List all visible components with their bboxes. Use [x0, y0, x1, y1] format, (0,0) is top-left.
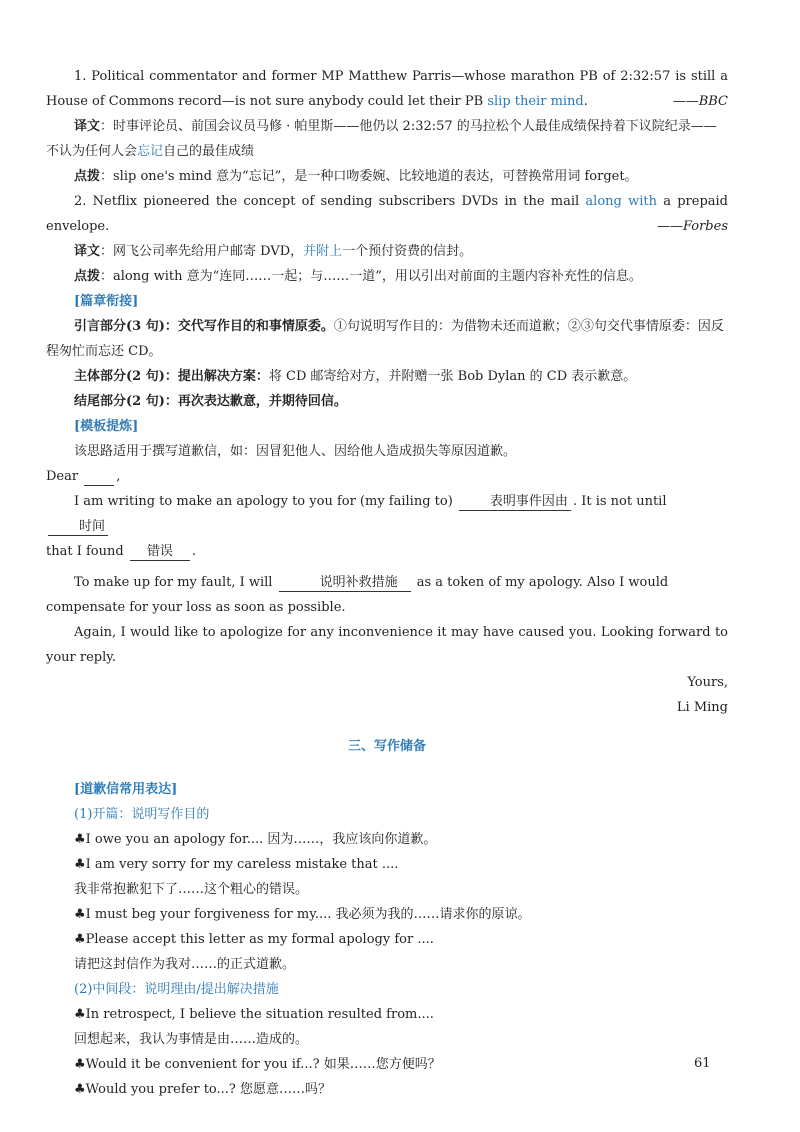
structure-tag: [篇章衔接] — [74, 294, 139, 309]
item-text: I am very sorry for my careless mistake that .... — [85, 857, 399, 872]
blank-remedy: 说明补救措施 — [279, 575, 411, 592]
ex1-line1 — [46, 64, 728, 89]
template-desc: 该思路适用于撰写道歉信，如：因冒犯他人、因给他人造成损失等原因道歉。 — [74, 444, 517, 459]
note-label: 点拨 — [74, 169, 101, 184]
list-item — [46, 852, 728, 877]
ex2-text-line2: envelope. — [46, 219, 110, 234]
note-label: 点拨 — [74, 269, 101, 284]
ex2-line2 — [46, 214, 728, 239]
ex1-line2 — [46, 89, 728, 114]
template-p2 — [46, 570, 728, 595]
list-item — [46, 1052, 728, 1077]
template-closing: Yours, — [687, 675, 728, 690]
ex2-phrase: along with — [585, 194, 657, 209]
template-p3: Again, I would like to apologize for any inconvenience it may have caused you. Looking forward to — [74, 625, 728, 640]
section3-sub2: (2)中间段：说明理由/提出解决措施 — [74, 982, 279, 997]
p1-line2-post: . — [191, 544, 196, 559]
items2-list — [46, 1002, 728, 1102]
template-p3-line2: your reply. — [46, 650, 117, 665]
club-icon: ♣ — [74, 832, 86, 847]
structure-intro — [46, 314, 728, 364]
template-p1-line2 — [46, 539, 728, 564]
note-text: ：slip one's mind 意为“忘记”，是一种口吻委婉、比较地道的表达，可替换常用词 forget。 — [100, 169, 638, 184]
structure-body — [46, 364, 728, 389]
p2-post: as a token of my apology. Also I would — [416, 575, 669, 590]
intro-text: ①句说明写作目的：为借物未还而道歉；②③句交代事情原委：因反程匆忙而忘还 CD。 — [46, 319, 724, 359]
ex2-source: ——Forbes — [656, 219, 728, 234]
blank-time: 时间 — [48, 519, 108, 536]
translation-text: ：时事评论员、前国会议员马修 · 帕里斯——他仍以 2:32:57 的马拉松个人最佳成绩保持着下议院纪录——不认为任何人会 — [46, 119, 717, 159]
translation-text: ：网飞公司率先给用户邮寄 DVD， — [100, 244, 304, 259]
list-item — [46, 927, 728, 952]
template-p2-line2: compensate for your loss as soon as possible. — [46, 600, 346, 615]
template-tag: [模板提炼] — [74, 419, 139, 434]
dear-text: Dear — [46, 469, 79, 484]
ex2-text-post: a prepaid — [656, 194, 729, 209]
end-label: 结尾部分(2 句)：再次表达歉意，并期待回信。 — [74, 394, 347, 409]
body-text: 将 CD 邮寄给对方，并附赠一张 Bob Dylan 的 CD 表示歉意。 — [268, 369, 637, 384]
item-text: I owe you an apology for.... 因为……，我应该向你道歉。 — [85, 832, 437, 847]
p1-line2-pre: that I found — [46, 544, 124, 559]
club-icon: ♣ — [74, 857, 86, 872]
list-item — [46, 1002, 728, 1027]
list-item-translation: 回想起来，我认为事情是由……造成的。 — [74, 1032, 309, 1047]
item-text: Please accept this letter as my formal apology for .... — [85, 932, 434, 947]
ex2-line1 — [46, 189, 728, 214]
template-signature: Li Ming — [676, 700, 728, 715]
template-dear: Dear , — [46, 469, 121, 484]
translation-highlight: 并附上 — [303, 244, 343, 259]
section3-tag: [道歉信常用表达] — [74, 782, 178, 797]
list-item — [46, 1077, 728, 1102]
structure-end — [46, 389, 728, 414]
translation-label: 译文 — [74, 119, 101, 134]
template-p1 — [46, 489, 728, 539]
list-item-translation: 请把这封信作为我对……的正式道歉。 — [74, 957, 296, 972]
blank-mistake: 错误 — [130, 544, 190, 561]
ex1-line2-text — [46, 89, 588, 114]
ex1-source: ——BBC — [672, 94, 728, 109]
ex1-text-pre: House of Commons record—is not sure anybody could let their PB — [46, 94, 488, 109]
club-icon: ♣ — [74, 1007, 86, 1022]
ex2-translation — [46, 239, 728, 264]
content — [46, 64, 728, 1102]
items1-list — [46, 827, 728, 977]
list-item — [46, 902, 728, 927]
page-number: 61 — [694, 1056, 711, 1071]
item-text: I must beg your forgiveness for my.... 我必须为我的……请求你的原谅。 — [85, 907, 531, 922]
section3-sub1: (1)开篇：说明写作目的 — [74, 807, 210, 822]
item-text: In retrospect, I believe the situation resulted from.... — [85, 1007, 434, 1022]
list-item — [46, 827, 728, 852]
club-icon: ♣ — [74, 907, 86, 922]
list-item-translation: 我非常抱歉犯下了……这个粗心的错误。 — [74, 882, 309, 897]
club-icon: ♣ — [74, 1082, 86, 1097]
p2-pre: To make up for my fault, I will — [74, 575, 273, 590]
translation-text-end: 一个预付资费的信封。 — [342, 244, 473, 259]
translation-text-end: 自己的最佳成绩 — [163, 144, 255, 159]
intro-label: 引言部分(3 句)：交代写作目的和事情原委。 — [74, 319, 334, 334]
ex1-text-post: . — [583, 94, 588, 109]
ex2-note — [46, 264, 728, 289]
ex1-phrase: slip their mind — [487, 94, 584, 109]
ex1-note — [46, 164, 728, 189]
ex1-text: 1. Political commentator and former MP Matthew Parris—whose marathon PB of 2:32:57 is still a — [74, 69, 728, 84]
club-icon: ♣ — [74, 932, 86, 947]
p1-pre: I am writing to make an apology to you for (my failing to) — [74, 494, 453, 509]
note-text: ：along with 意为“连同……一起；与……一道”，用以引出对前面的主题内容补充性的信息。 — [100, 269, 642, 284]
translation-label: 译文 — [74, 244, 101, 259]
dear-blank — [84, 469, 114, 486]
item-text: Would you prefer to...? 您愿意……吗？ — [85, 1082, 332, 1097]
body-label: 主体部分(2 句)：提出解决方案： — [74, 369, 269, 384]
item-text: Would it be convenient for you if...? 如果……您方便吗？ — [85, 1057, 441, 1072]
translation-highlight: 忘记 — [137, 144, 164, 159]
p1-mid: . It is not until — [572, 494, 667, 509]
blank-reason: 表明事件因由 — [459, 494, 571, 511]
section3-title: 三、写作储备 — [347, 739, 426, 754]
ex2-text-pre: 2. Netflix pioneered the concept of sending subscribers DVDs in the mail — [74, 194, 586, 209]
club-icon: ♣ — [74, 1057, 86, 1072]
ex1-translation — [46, 114, 728, 164]
